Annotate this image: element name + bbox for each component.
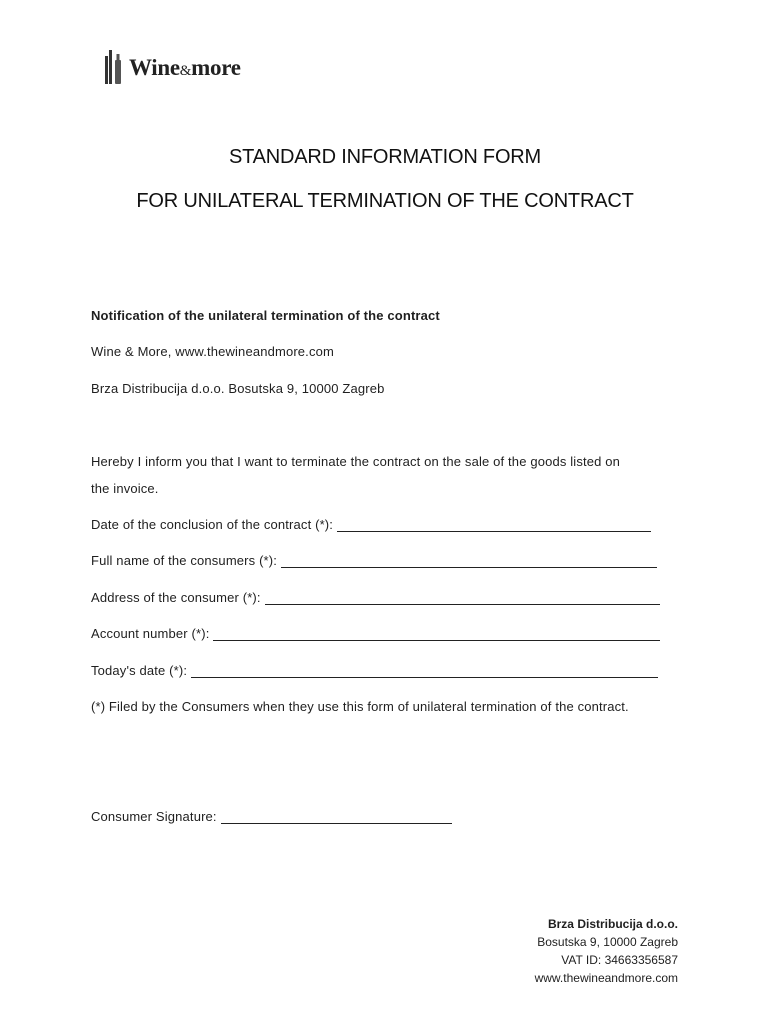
wine-bottle-icon <box>104 50 122 86</box>
statement-line-1: Hereby I inform you that I want to terminate the contract on the sale of the goods listed on <box>91 454 621 469</box>
account-number-input[interactable] <box>213 626 660 641</box>
todays-date-input[interactable] <box>191 663 658 678</box>
notice-heading: Notification of the unilateral termination of the contract <box>91 308 440 323</box>
form-title: STANDARD INFORMATION FORM <box>228 146 542 168</box>
date-conclusion-input[interactable] <box>337 517 651 532</box>
signature-field <box>91 809 452 824</box>
brand-logo <box>104 50 241 86</box>
account-number-label: Account number (*): <box>91 626 210 641</box>
date-conclusion-field <box>91 517 651 532</box>
full-name-field <box>91 553 657 568</box>
address-label: Address of the consumer (*): <box>91 590 261 605</box>
brand-name: Wine&more <box>129 55 241 80</box>
account-number-field <box>91 626 660 641</box>
required-note: (*) Filed by the Consumers when they use this form of unilateral termination of the contract. <box>91 699 629 714</box>
address-field <box>91 590 660 605</box>
footer-address: Bosutska 9, 10000 Zagreb <box>537 935 678 949</box>
seller-address: Brza Distribucija d.o.o. Bosutska 9, 10000 Zagreb <box>91 381 385 396</box>
seller-info: Wine & More, www.thewineandmore.com <box>91 344 334 359</box>
todays-date-field <box>91 663 658 678</box>
full-name-label: Full name of the consumers (*): <box>91 553 277 568</box>
address-input[interactable] <box>265 590 660 605</box>
footer-company-info <box>535 915 678 987</box>
footer-company-name: Brza Distribucija d.o.o. <box>547 917 678 931</box>
signature-input[interactable] <box>221 809 452 824</box>
footer-website: www.thewineandmore.com <box>534 971 678 985</box>
form-subtitle: FOR UNILATERAL TERMINATION OF THE CONTRACT <box>136 190 634 212</box>
date-conclusion-label: Date of the conclusion of the contract (*): <box>91 517 334 532</box>
statement-line-2: the invoice. <box>91 481 159 496</box>
signature-label: Consumer Signature: <box>91 809 217 824</box>
footer-vat: VAT ID: 34663356587 <box>561 953 678 967</box>
todays-date-label: Today's date (*): <box>91 663 188 678</box>
full-name-input[interactable] <box>281 553 657 568</box>
